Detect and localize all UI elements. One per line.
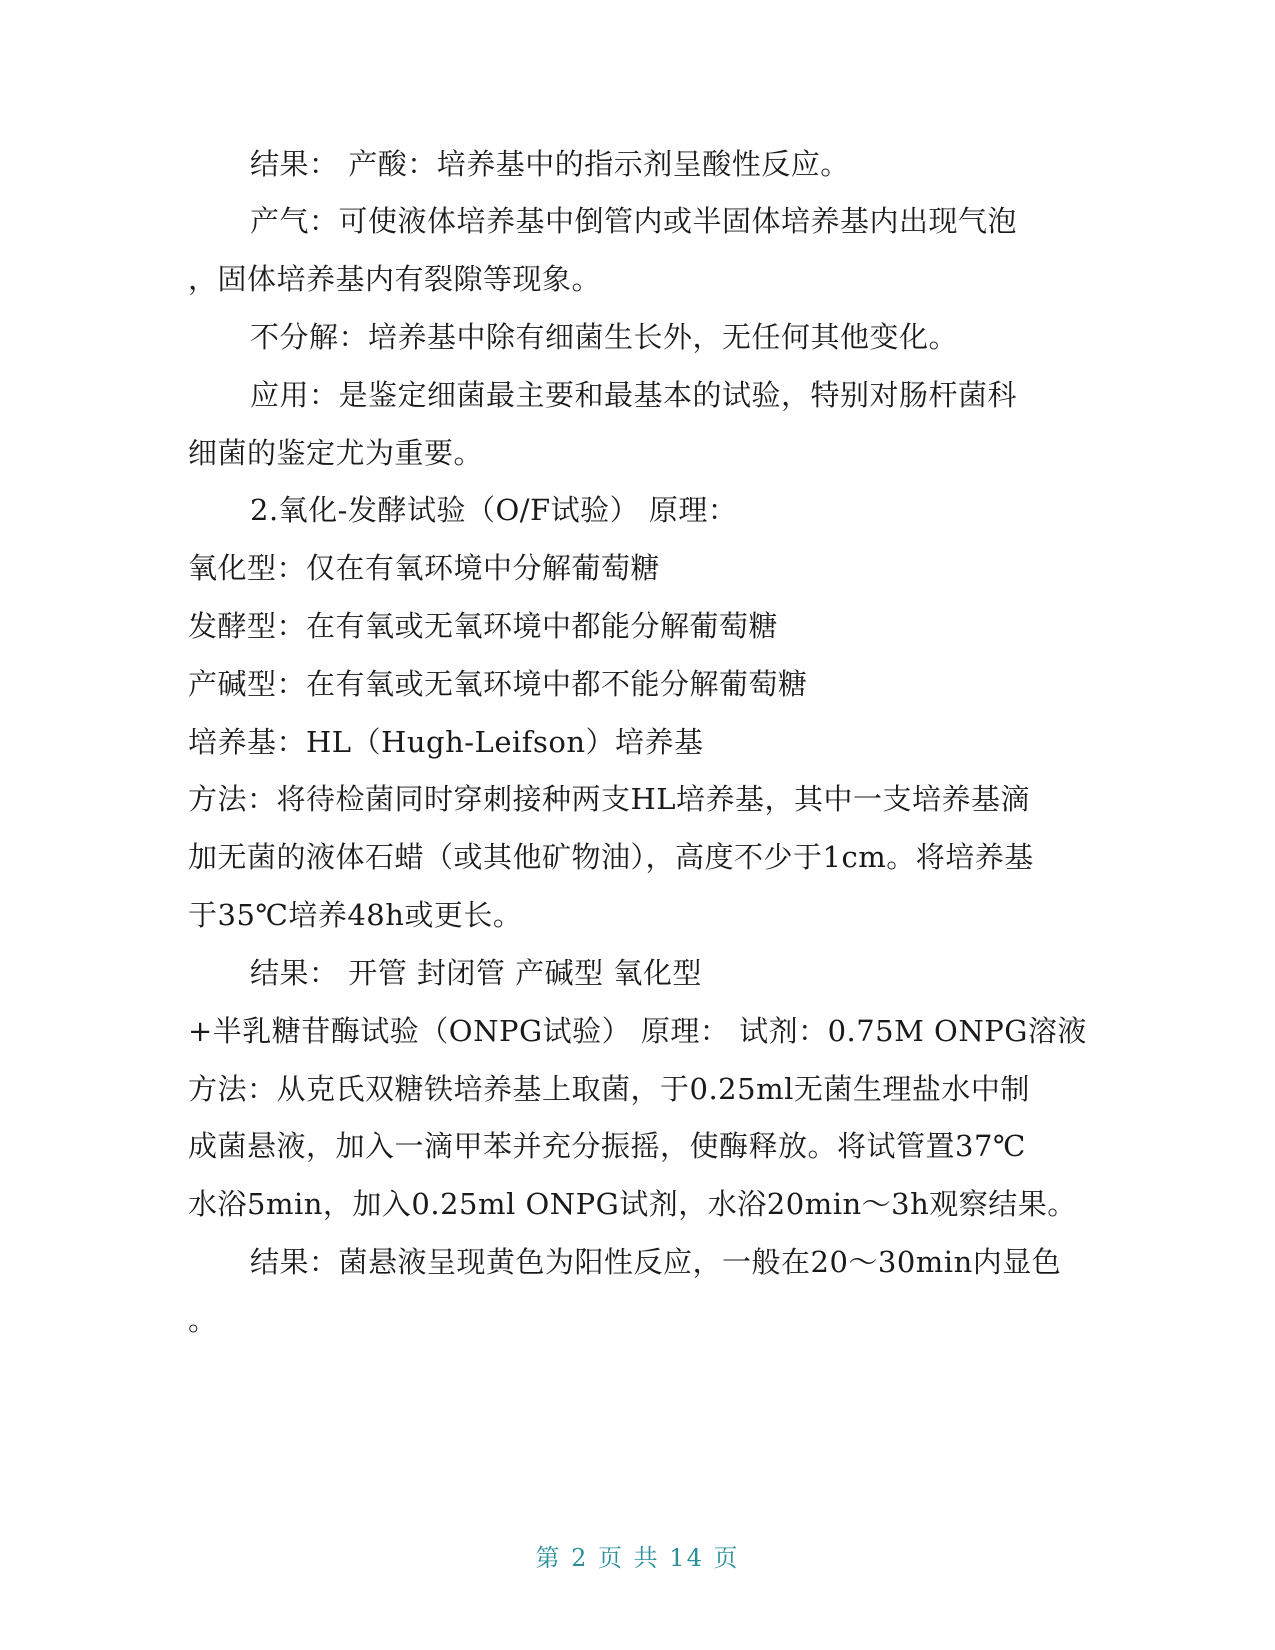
text-line-method: 方法：将待检菌同时穿刺接种两支HL培养基，其中一支培养基滴 [188, 782, 1031, 816]
text-line-gas-cont: ，固体培养基内有裂隙等现象。 [188, 262, 602, 296]
text-line-medium: 培养基：HL（Hugh-Leifson）培养基 [188, 725, 704, 759]
page-number-footer: 第 2 页 共 14 页 [535, 1544, 740, 1572]
text-line-method-cont2: 于35℃培养48h或更长。 [188, 898, 523, 932]
text-line-onpg-result: 结果：菌悬液呈现黄色为阳性反应，一般在20～30min内显色 [250, 1245, 1062, 1279]
section-heading-of-test: 2.氧化-发酵试验（O/F试验） 原理： [250, 493, 738, 527]
text-line-onpg-result-cont: 。 [188, 1303, 218, 1337]
text-line-onpg-method-cont1: 成菌悬液，加入一滴甲苯并充分振摇，使酶释放。将试管置37℃ [188, 1129, 1026, 1163]
text-line-gas: 产气：可使液体培养基中倒管内或半固体培养基内出现气泡 [250, 204, 1018, 238]
text-line-application-cont: 细菌的鉴定尤为重要。 [188, 436, 484, 470]
text-line-method-cont1: 加无菌的液体石蜡（或其他矿物油），高度不少于1cm。将培养基 [188, 840, 1034, 874]
text-line-result-tubes: 结果： 开管 封闭管 产碱型 氧化型 [250, 956, 702, 990]
text-line-application: 应用：是鉴定细菌最主要和最基本的试验，特别对肠杆菌科 [250, 378, 1018, 412]
text-line-result-acid: 结果： 产酸：培养基中的指示剂呈酸性反应。 [250, 147, 850, 181]
text-line-alkaline: 产碱型：在有氧或无氧环境中都不能分解葡萄糖 [188, 667, 808, 701]
section-heading-onpg: +半乳糖苷酶试验（ONPG试验） 原理： 试剂：0.75M ONPG溶液 [188, 1014, 1087, 1048]
text-line-no-decompose: 不分解：培养基中除有细菌生长外，无任何其他变化。 [250, 320, 959, 354]
text-line-oxidative: 氧化型：仅在有氧环境中分解葡萄糖 [188, 551, 661, 585]
text-line-onpg-method-cont2: 水浴5min，加入0.25ml ONPG试剂，水浴20min～3h观察结果。 [188, 1187, 1077, 1221]
text-line-fermentative: 发酵型：在有氧或无氧环境中都能分解葡萄糖 [188, 609, 779, 643]
text-line-onpg-method: 方法：从克氏双糖铁培养基上取菌，于0.25ml无菌生理盐水中制 [188, 1072, 1030, 1106]
